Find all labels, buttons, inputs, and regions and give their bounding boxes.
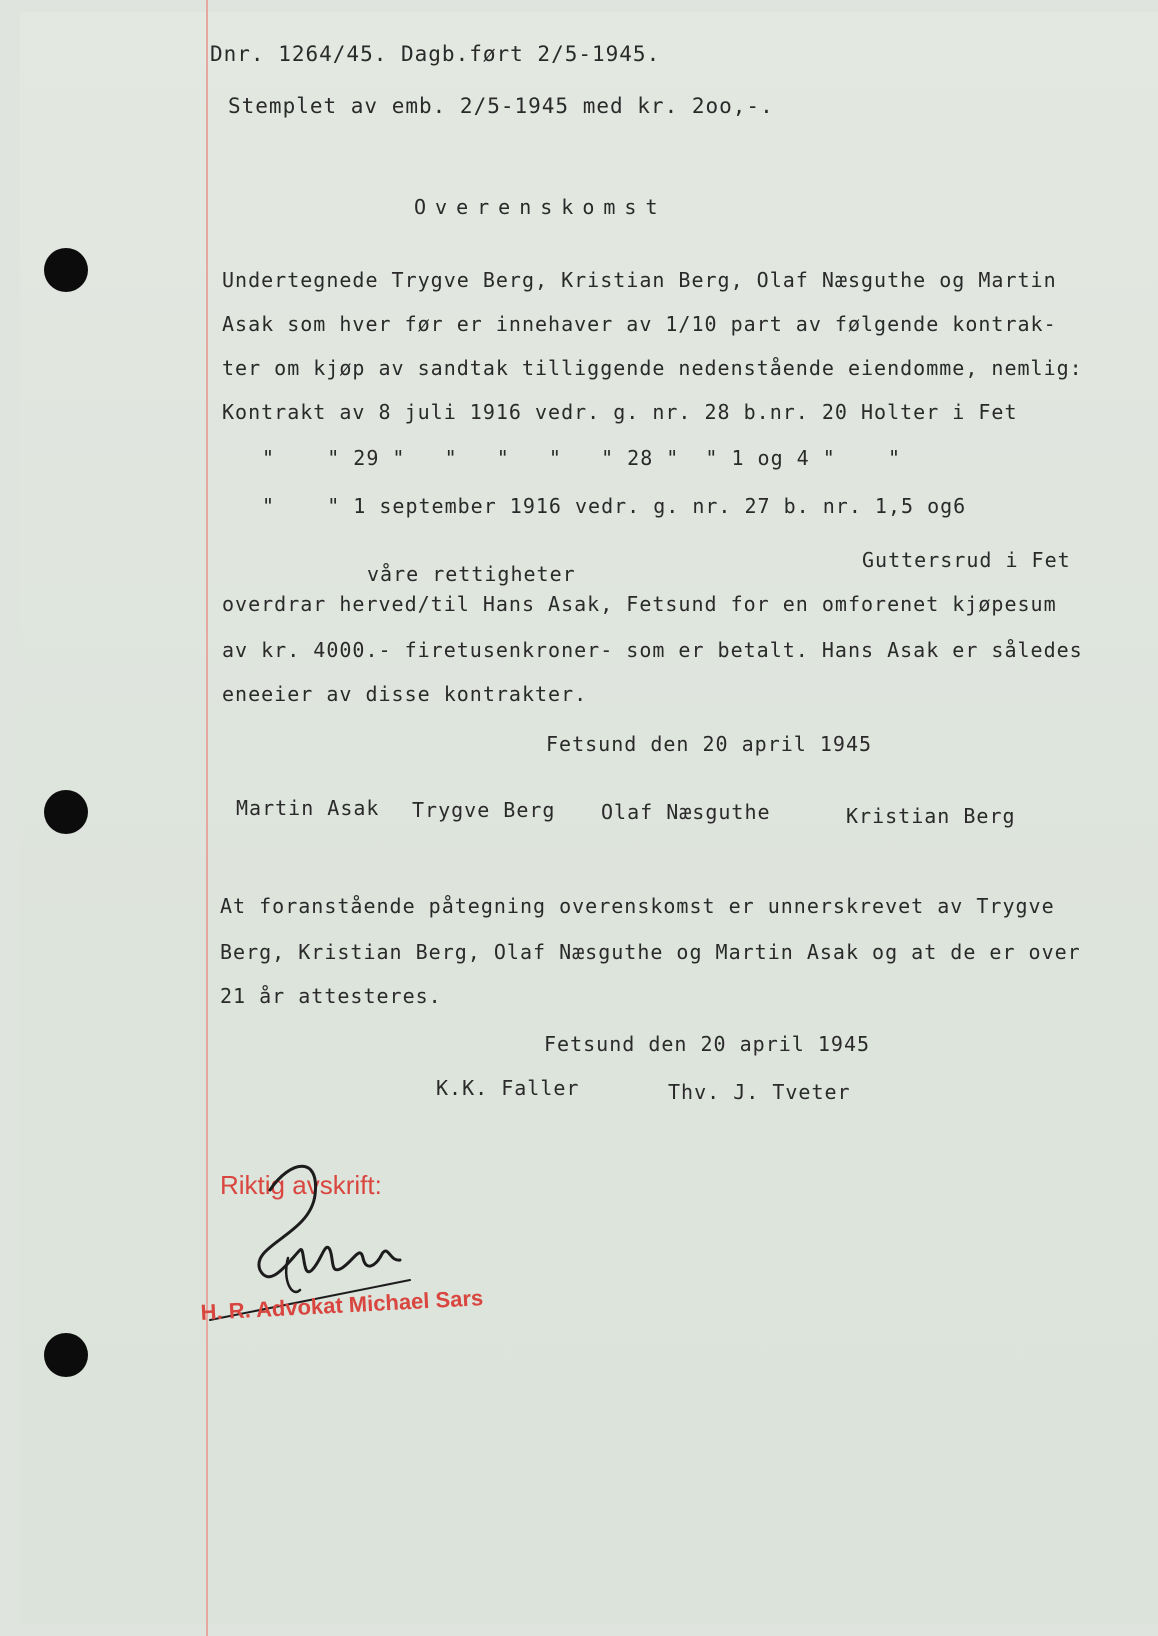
attest-line-1: At foranstående påtegning overenskomst er unnerskrevet av Trygve: [220, 894, 1055, 918]
witness-1: K.K. Faller: [436, 1076, 580, 1100]
place-date-2: Fetsund den 20 april 1945: [544, 1032, 871, 1056]
signatory-2: Trygve Berg: [412, 798, 556, 822]
body-line-10: eneeier av disse kontrakter.: [222, 682, 588, 706]
punch-hole-top: [44, 248, 88, 292]
body-line-8: overdrar herved/til Hans Asak, Fetsund for en omforenet kjøpesum: [222, 592, 1057, 616]
attest-line-3: 21 år attesteres.: [220, 984, 442, 1008]
signatory-4: Kristian Berg: [846, 804, 1016, 828]
margin-line: [206, 0, 208, 1636]
body-line-6: " " 1 september 1916 vedr. g. nr. 27 b. nr. 1,5 og6: [262, 494, 967, 518]
body-line-7: Guttersrud i Fet: [862, 548, 1071, 572]
witness-2: Thv. J. Tveter: [668, 1080, 851, 1104]
body-line-3: ter om kjøp av sandtak tilliggende nedenstående eiendomme, nemlig:: [222, 356, 1083, 380]
body-line-1: Undertegnede Trygve Berg, Kristian Berg, Olaf Næsguthe og Martin: [222, 268, 1057, 292]
certification-stamp: Riktig avskrift:: [220, 1170, 382, 1200]
stamp-line: Stemplet av emb. 2/5-1945 med kr. 2oo,-.: [228, 94, 774, 118]
signatory-3: Olaf Næsguthe: [601, 800, 771, 824]
advocate-stamp: H. R. Advokat Michael Sars: [200, 1285, 484, 1325]
insertion-above-line: våre rettigheter: [367, 562, 576, 586]
punch-hole-bottom: [44, 1333, 88, 1377]
body-line-9: av kr. 4000.- firetusenkroner- som er betalt. Hans Asak er således: [222, 638, 1083, 662]
body-line-4: Kontrakt av 8 juli 1916 vedr. g. nr. 28 b.nr. 20 Holter i Fet: [222, 400, 1018, 424]
punch-hole-middle: [44, 790, 88, 834]
document-title: Overenskomst: [414, 195, 667, 219]
body-line-2: Asak som hver før er innehaver av 1/10 part av følgende kontrak-: [222, 312, 1057, 336]
handwritten-signature: [230, 1150, 430, 1310]
place-date-1: Fetsund den 20 april 1945: [546, 732, 873, 756]
attest-line-2: Berg, Kristian Berg, Olaf Næsguthe og Martin Asak og at de er over: [220, 940, 1081, 964]
signatory-1: Martin Asak: [236, 796, 380, 820]
header-line: Dnr. 1264/45. Dagb.ført 2/5-1945.: [210, 42, 661, 66]
body-line-5: " " 29 " " " " " 28 " " 1 og 4 " ": [262, 446, 902, 470]
